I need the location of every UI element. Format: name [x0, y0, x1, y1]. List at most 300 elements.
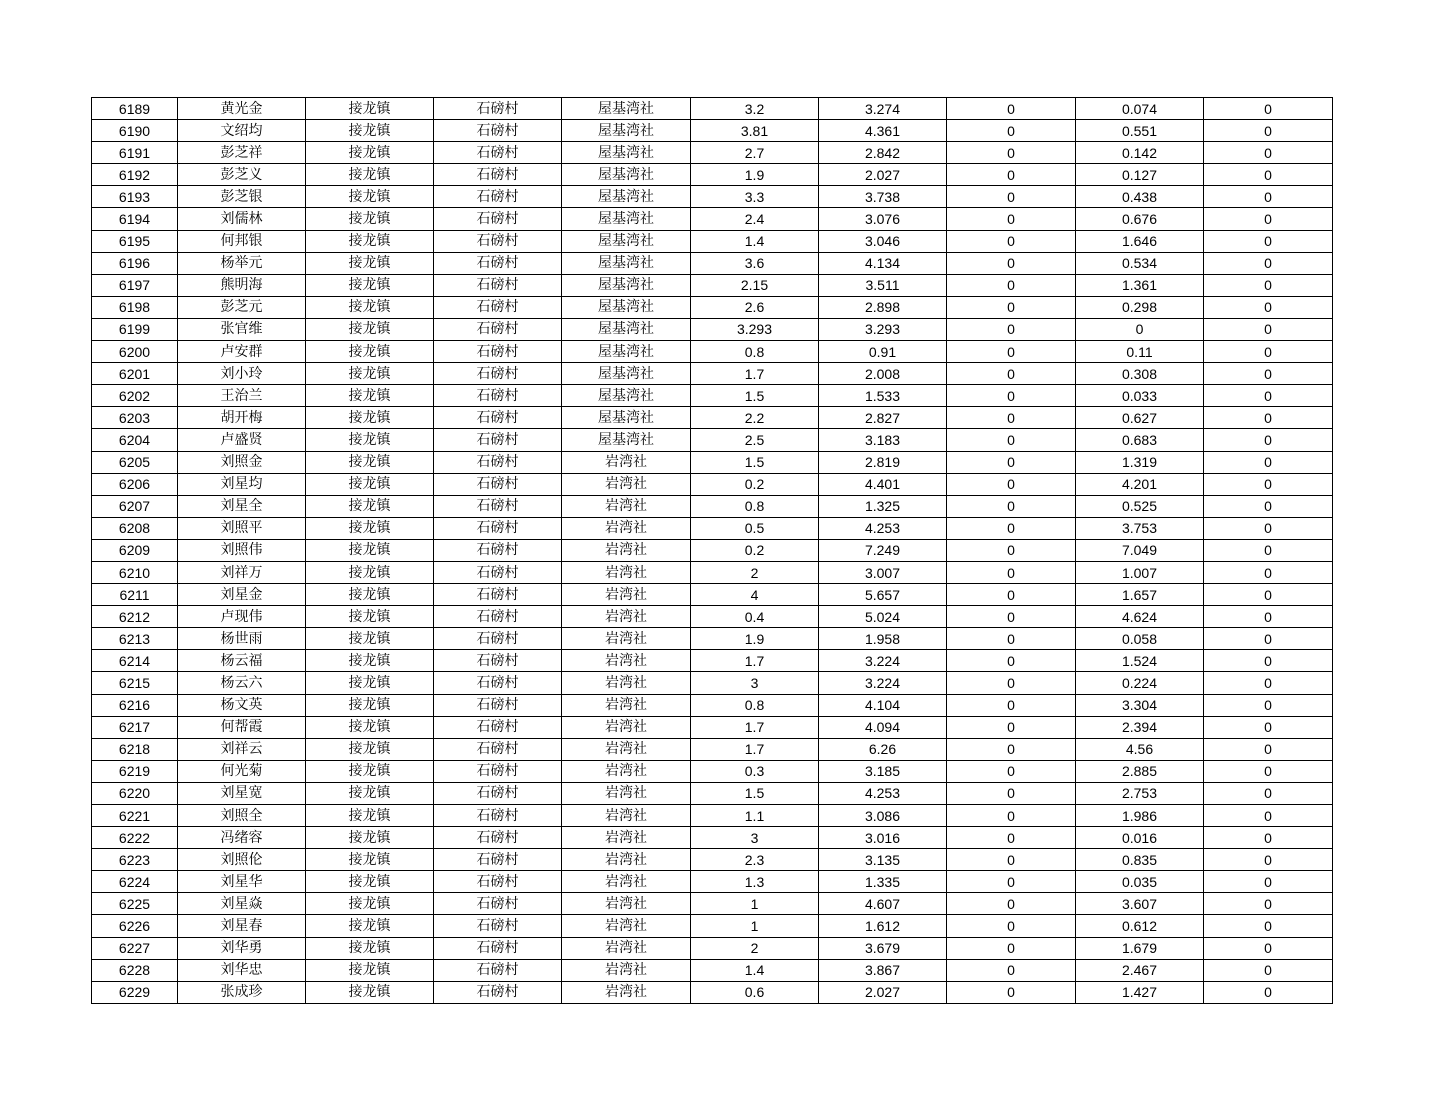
- village-cell: 石磅村: [434, 827, 562, 849]
- value-e-cell: 0: [1204, 849, 1333, 871]
- town-cell: 接龙镇: [306, 252, 434, 274]
- value-a-cell: 1.4: [691, 959, 819, 981]
- value-b-cell: 3.185: [819, 760, 947, 782]
- town-cell: 接龙镇: [306, 451, 434, 473]
- value-d-cell: 2.394: [1076, 716, 1204, 738]
- value-d-cell: 4.56: [1076, 738, 1204, 760]
- village-cell: 石磅村: [434, 363, 562, 385]
- value-e-cell: 0: [1204, 363, 1333, 385]
- table-row: [92, 341, 1333, 363]
- table-row: [92, 915, 1333, 937]
- village-cell: 石磅村: [434, 871, 562, 893]
- row-id-cell: 6206: [92, 473, 178, 495]
- town-cell: 接龙镇: [306, 871, 434, 893]
- value-e-cell: 0: [1204, 186, 1333, 208]
- table-row: [92, 164, 1333, 186]
- town-cell: 接龙镇: [306, 694, 434, 716]
- village-cell: 石磅村: [434, 186, 562, 208]
- town-cell: 接龙镇: [306, 805, 434, 827]
- town-cell: 接龙镇: [306, 628, 434, 650]
- table-row: [92, 937, 1333, 959]
- group-cell: 岩湾社: [562, 672, 691, 694]
- village-cell: 石磅村: [434, 318, 562, 340]
- value-e-cell: 0: [1204, 120, 1333, 142]
- table-row: [92, 473, 1333, 495]
- value-b-cell: 4.104: [819, 694, 947, 716]
- village-cell: 石磅村: [434, 937, 562, 959]
- value-b-cell: 3.046: [819, 230, 947, 252]
- row-id-cell: 6205: [92, 451, 178, 473]
- row-id-cell: 6211: [92, 584, 178, 606]
- group-cell: 屋基湾社: [562, 341, 691, 363]
- value-d-cell: 1.524: [1076, 650, 1204, 672]
- person-name-cell: 杨世雨: [178, 628, 306, 650]
- group-cell: 岩湾社: [562, 517, 691, 539]
- table-row: [92, 98, 1333, 120]
- value-b-cell: 3.086: [819, 805, 947, 827]
- town-cell: 接龙镇: [306, 429, 434, 451]
- value-c-cell: 0: [947, 451, 1076, 473]
- value-a-cell: 2.6: [691, 296, 819, 318]
- value-b-cell: 1.325: [819, 495, 947, 517]
- value-c-cell: 0: [947, 606, 1076, 628]
- value-d-cell: 3.753: [1076, 517, 1204, 539]
- value-e-cell: 0: [1204, 517, 1333, 539]
- value-c-cell: 0: [947, 363, 1076, 385]
- value-e-cell: 0: [1204, 871, 1333, 893]
- town-cell: 接龙镇: [306, 849, 434, 871]
- value-a-cell: 3.2: [691, 98, 819, 120]
- value-b-cell: 3.224: [819, 672, 947, 694]
- value-a-cell: 4: [691, 584, 819, 606]
- row-id-cell: 6217: [92, 716, 178, 738]
- value-a-cell: 2.5: [691, 429, 819, 451]
- value-e-cell: 0: [1204, 606, 1333, 628]
- value-d-cell: 1.007: [1076, 561, 1204, 583]
- group-cell: 岩湾社: [562, 827, 691, 849]
- table-row: [92, 827, 1333, 849]
- town-cell: 接龙镇: [306, 959, 434, 981]
- value-e-cell: 0: [1204, 672, 1333, 694]
- value-b-cell: 2.842: [819, 142, 947, 164]
- value-e-cell: 0: [1204, 782, 1333, 804]
- village-cell: 石磅村: [434, 606, 562, 628]
- value-e-cell: 0: [1204, 142, 1333, 164]
- value-e-cell: 0: [1204, 451, 1333, 473]
- value-c-cell: 0: [947, 981, 1076, 1003]
- value-a-cell: 3.81: [691, 120, 819, 142]
- table-row: [92, 738, 1333, 760]
- group-cell: 屋基湾社: [562, 142, 691, 164]
- village-cell: 石磅村: [434, 716, 562, 738]
- row-id-cell: 6220: [92, 782, 178, 804]
- value-c-cell: 0: [947, 782, 1076, 804]
- value-c-cell: 0: [947, 186, 1076, 208]
- value-e-cell: 0: [1204, 805, 1333, 827]
- row-id-cell: 6207: [92, 495, 178, 517]
- value-a-cell: 2: [691, 937, 819, 959]
- value-d-cell: 0: [1076, 318, 1204, 340]
- town-cell: 接龙镇: [306, 473, 434, 495]
- value-a-cell: 3: [691, 827, 819, 849]
- value-d-cell: 1.319: [1076, 451, 1204, 473]
- value-b-cell: 3.224: [819, 650, 947, 672]
- value-b-cell: 3.076: [819, 208, 947, 230]
- group-cell: 岩湾社: [562, 561, 691, 583]
- village-cell: 石磅村: [434, 451, 562, 473]
- value-d-cell: 1.657: [1076, 584, 1204, 606]
- group-cell: 岩湾社: [562, 893, 691, 915]
- value-d-cell: 0.298: [1076, 296, 1204, 318]
- group-cell: 屋基湾社: [562, 252, 691, 274]
- town-cell: 接龙镇: [306, 893, 434, 915]
- town-cell: 接龙镇: [306, 672, 434, 694]
- value-d-cell: 3.304: [1076, 694, 1204, 716]
- table-row: [92, 584, 1333, 606]
- person-name-cell: 刘照全: [178, 805, 306, 827]
- town-cell: 接龙镇: [306, 650, 434, 672]
- table-row: [92, 120, 1333, 142]
- value-b-cell: 1.958: [819, 628, 947, 650]
- value-c-cell: 0: [947, 959, 1076, 981]
- table-row: [92, 981, 1333, 1003]
- person-name-cell: 张官维: [178, 318, 306, 340]
- value-a-cell: 1: [691, 893, 819, 915]
- value-e-cell: 0: [1204, 208, 1333, 230]
- value-a-cell: 1.5: [691, 451, 819, 473]
- value-e-cell: 0: [1204, 341, 1333, 363]
- group-cell: 屋基湾社: [562, 120, 691, 142]
- value-a-cell: 0.2: [691, 473, 819, 495]
- value-c-cell: 0: [947, 120, 1076, 142]
- value-b-cell: 3.274: [819, 98, 947, 120]
- row-id-cell: 6198: [92, 296, 178, 318]
- value-a-cell: 1.9: [691, 628, 819, 650]
- town-cell: 接龙镇: [306, 782, 434, 804]
- table-row: [92, 451, 1333, 473]
- value-e-cell: 0: [1204, 473, 1333, 495]
- village-cell: 石磅村: [434, 650, 562, 672]
- person-name-cell: 彭芝元: [178, 296, 306, 318]
- value-e-cell: 0: [1204, 230, 1333, 252]
- village-cell: 石磅村: [434, 429, 562, 451]
- value-a-cell: 1.9: [691, 164, 819, 186]
- row-id-cell: 6224: [92, 871, 178, 893]
- value-d-cell: 0.835: [1076, 849, 1204, 871]
- group-cell: 屋基湾社: [562, 274, 691, 296]
- person-name-cell: 刘照伟: [178, 539, 306, 561]
- row-id-cell: 6204: [92, 429, 178, 451]
- person-name-cell: 刘星金: [178, 584, 306, 606]
- town-cell: 接龙镇: [306, 495, 434, 517]
- village-cell: 石磅村: [434, 628, 562, 650]
- value-b-cell: 2.027: [819, 981, 947, 1003]
- group-cell: 岩湾社: [562, 871, 691, 893]
- value-a-cell: 3: [691, 672, 819, 694]
- village-cell: 石磅村: [434, 893, 562, 915]
- value-a-cell: 0.2: [691, 539, 819, 561]
- village-cell: 石磅村: [434, 495, 562, 517]
- value-b-cell: 3.679: [819, 937, 947, 959]
- row-id-cell: 6190: [92, 120, 178, 142]
- group-cell: 屋基湾社: [562, 186, 691, 208]
- table-row: [92, 318, 1333, 340]
- value-b-cell: 4.094: [819, 716, 947, 738]
- village-cell: 石磅村: [434, 760, 562, 782]
- group-cell: 岩湾社: [562, 451, 691, 473]
- person-name-cell: 杨云六: [178, 672, 306, 694]
- value-e-cell: 0: [1204, 98, 1333, 120]
- person-name-cell: 文绍均: [178, 120, 306, 142]
- table-row: [92, 650, 1333, 672]
- town-cell: 接龙镇: [306, 915, 434, 937]
- table-row: [92, 628, 1333, 650]
- value-c-cell: 0: [947, 937, 1076, 959]
- person-name-cell: 胡开梅: [178, 407, 306, 429]
- village-cell: 石磅村: [434, 805, 562, 827]
- value-a-cell: 0.5: [691, 517, 819, 539]
- table-row: [92, 959, 1333, 981]
- village-cell: 石磅村: [434, 385, 562, 407]
- value-d-cell: 0.033: [1076, 385, 1204, 407]
- person-name-cell: 冯绪容: [178, 827, 306, 849]
- table-row: [92, 606, 1333, 628]
- group-cell: 岩湾社: [562, 738, 691, 760]
- person-name-cell: 熊明海: [178, 274, 306, 296]
- person-name-cell: 刘星宽: [178, 782, 306, 804]
- value-b-cell: 2.819: [819, 451, 947, 473]
- town-cell: 接龙镇: [306, 716, 434, 738]
- value-e-cell: 0: [1204, 318, 1333, 340]
- table-row: [92, 429, 1333, 451]
- person-name-cell: 卢盛贤: [178, 429, 306, 451]
- group-cell: 屋基湾社: [562, 164, 691, 186]
- value-b-cell: 3.183: [819, 429, 947, 451]
- value-c-cell: 0: [947, 208, 1076, 230]
- table-row: [92, 142, 1333, 164]
- village-cell: 石磅村: [434, 539, 562, 561]
- group-cell: 屋基湾社: [562, 407, 691, 429]
- town-cell: 接龙镇: [306, 318, 434, 340]
- person-name-cell: 彭芝祥: [178, 142, 306, 164]
- group-cell: 岩湾社: [562, 606, 691, 628]
- village-cell: 石磅村: [434, 296, 562, 318]
- town-cell: 接龙镇: [306, 738, 434, 760]
- value-b-cell: 3.511: [819, 274, 947, 296]
- value-a-cell: 1.7: [691, 363, 819, 385]
- value-c-cell: 0: [947, 628, 1076, 650]
- row-id-cell: 6191: [92, 142, 178, 164]
- town-cell: 接龙镇: [306, 98, 434, 120]
- town-cell: 接龙镇: [306, 937, 434, 959]
- village-cell: 石磅村: [434, 230, 562, 252]
- group-cell: 岩湾社: [562, 981, 691, 1003]
- village-cell: 石磅村: [434, 849, 562, 871]
- person-name-cell: 刘星焱: [178, 893, 306, 915]
- village-cell: 石磅村: [434, 915, 562, 937]
- town-cell: 接龙镇: [306, 230, 434, 252]
- village-cell: 石磅村: [434, 252, 562, 274]
- value-c-cell: 0: [947, 164, 1076, 186]
- person-name-cell: 刘祥云: [178, 738, 306, 760]
- group-cell: 岩湾社: [562, 782, 691, 804]
- village-cell: 石磅村: [434, 584, 562, 606]
- village-cell: 石磅村: [434, 98, 562, 120]
- value-b-cell: 1.335: [819, 871, 947, 893]
- value-a-cell: 1.4: [691, 230, 819, 252]
- person-name-cell: 刘照平: [178, 517, 306, 539]
- village-cell: 石磅村: [434, 959, 562, 981]
- value-c-cell: 0: [947, 385, 1076, 407]
- value-c-cell: 0: [947, 871, 1076, 893]
- value-b-cell: 4.253: [819, 782, 947, 804]
- value-c-cell: 0: [947, 716, 1076, 738]
- table-row: [92, 407, 1333, 429]
- value-e-cell: 0: [1204, 694, 1333, 716]
- village-cell: 石磅村: [434, 208, 562, 230]
- value-c-cell: 0: [947, 694, 1076, 716]
- group-cell: 岩湾社: [562, 584, 691, 606]
- data-table: [91, 97, 1333, 1004]
- value-c-cell: 0: [947, 98, 1076, 120]
- person-name-cell: 刘小玲: [178, 363, 306, 385]
- row-id-cell: 6213: [92, 628, 178, 650]
- row-id-cell: 6210: [92, 561, 178, 583]
- table-row: [92, 363, 1333, 385]
- value-d-cell: 0.142: [1076, 142, 1204, 164]
- value-e-cell: 0: [1204, 407, 1333, 429]
- row-id-cell: 6208: [92, 517, 178, 539]
- value-a-cell: 0.6: [691, 981, 819, 1003]
- table-row: [92, 495, 1333, 517]
- group-cell: 屋基湾社: [562, 296, 691, 318]
- value-b-cell: 5.657: [819, 584, 947, 606]
- value-d-cell: 0.676: [1076, 208, 1204, 230]
- row-id-cell: 6229: [92, 981, 178, 1003]
- village-cell: 石磅村: [434, 274, 562, 296]
- person-name-cell: 刘照金: [178, 451, 306, 473]
- person-name-cell: 何邦银: [178, 230, 306, 252]
- value-c-cell: 0: [947, 849, 1076, 871]
- village-cell: 石磅村: [434, 561, 562, 583]
- value-b-cell: 0.91: [819, 341, 947, 363]
- row-id-cell: 6219: [92, 760, 178, 782]
- value-a-cell: 3.293: [691, 318, 819, 340]
- value-d-cell: 4.201: [1076, 473, 1204, 495]
- value-b-cell: 2.898: [819, 296, 947, 318]
- row-id-cell: 6221: [92, 805, 178, 827]
- person-name-cell: 刘华勇: [178, 937, 306, 959]
- value-b-cell: 3.007: [819, 561, 947, 583]
- value-d-cell: 0.612: [1076, 915, 1204, 937]
- value-b-cell: 2.008: [819, 363, 947, 385]
- value-d-cell: 0.224: [1076, 672, 1204, 694]
- village-cell: 石磅村: [434, 164, 562, 186]
- value-a-cell: 1.7: [691, 716, 819, 738]
- person-name-cell: 彭芝银: [178, 186, 306, 208]
- person-name-cell: 何光菊: [178, 760, 306, 782]
- town-cell: 接龙镇: [306, 539, 434, 561]
- group-cell: 屋基湾社: [562, 363, 691, 385]
- value-d-cell: 0.11: [1076, 341, 1204, 363]
- town-cell: 接龙镇: [306, 208, 434, 230]
- value-a-cell: 0.8: [691, 495, 819, 517]
- value-d-cell: 0.058: [1076, 628, 1204, 650]
- village-cell: 石磅村: [434, 341, 562, 363]
- town-cell: 接龙镇: [306, 517, 434, 539]
- village-cell: 石磅村: [434, 672, 562, 694]
- value-e-cell: 0: [1204, 296, 1333, 318]
- village-cell: 石磅村: [434, 694, 562, 716]
- group-cell: 岩湾社: [562, 628, 691, 650]
- table-row: [92, 252, 1333, 274]
- person-name-cell: 刘儒林: [178, 208, 306, 230]
- group-cell: 屋基湾社: [562, 208, 691, 230]
- group-cell: 屋基湾社: [562, 385, 691, 407]
- value-a-cell: 1.5: [691, 782, 819, 804]
- town-cell: 接龙镇: [306, 274, 434, 296]
- value-e-cell: 0: [1204, 274, 1333, 296]
- value-a-cell: 1.7: [691, 738, 819, 760]
- town-cell: 接龙镇: [306, 296, 434, 318]
- value-e-cell: 0: [1204, 827, 1333, 849]
- row-id-cell: 6227: [92, 937, 178, 959]
- table-row: [92, 893, 1333, 915]
- value-a-cell: 0.8: [691, 694, 819, 716]
- value-d-cell: 0.127: [1076, 164, 1204, 186]
- town-cell: 接龙镇: [306, 385, 434, 407]
- value-d-cell: 2.753: [1076, 782, 1204, 804]
- group-cell: 岩湾社: [562, 805, 691, 827]
- value-c-cell: 0: [947, 738, 1076, 760]
- value-a-cell: 2: [691, 561, 819, 583]
- value-c-cell: 0: [947, 473, 1076, 495]
- table-row: [92, 782, 1333, 804]
- value-a-cell: 2.2: [691, 407, 819, 429]
- value-b-cell: 1.533: [819, 385, 947, 407]
- value-a-cell: 1.5: [691, 385, 819, 407]
- value-d-cell: 0.308: [1076, 363, 1204, 385]
- group-cell: 岩湾社: [562, 473, 691, 495]
- town-cell: 接龙镇: [306, 407, 434, 429]
- value-d-cell: 0.074: [1076, 98, 1204, 120]
- person-name-cell: 彭芝义: [178, 164, 306, 186]
- row-id-cell: 6223: [92, 849, 178, 871]
- value-c-cell: 0: [947, 539, 1076, 561]
- value-d-cell: 0.534: [1076, 252, 1204, 274]
- value-e-cell: 0: [1204, 937, 1333, 959]
- value-d-cell: 7.049: [1076, 539, 1204, 561]
- table-row: [92, 871, 1333, 893]
- person-name-cell: 黄光金: [178, 98, 306, 120]
- value-d-cell: 0.035: [1076, 871, 1204, 893]
- person-name-cell: 王治兰: [178, 385, 306, 407]
- town-cell: 接龙镇: [306, 827, 434, 849]
- person-name-cell: 刘星春: [178, 915, 306, 937]
- value-c-cell: 0: [947, 915, 1076, 937]
- group-cell: 岩湾社: [562, 495, 691, 517]
- value-c-cell: 0: [947, 561, 1076, 583]
- value-b-cell: 3.016: [819, 827, 947, 849]
- village-cell: 石磅村: [434, 738, 562, 760]
- value-b-cell: 4.401: [819, 473, 947, 495]
- town-cell: 接龙镇: [306, 186, 434, 208]
- person-name-cell: 刘祥万: [178, 561, 306, 583]
- table-row: [92, 186, 1333, 208]
- value-d-cell: 1.986: [1076, 805, 1204, 827]
- value-e-cell: 0: [1204, 716, 1333, 738]
- value-b-cell: 3.135: [819, 849, 947, 871]
